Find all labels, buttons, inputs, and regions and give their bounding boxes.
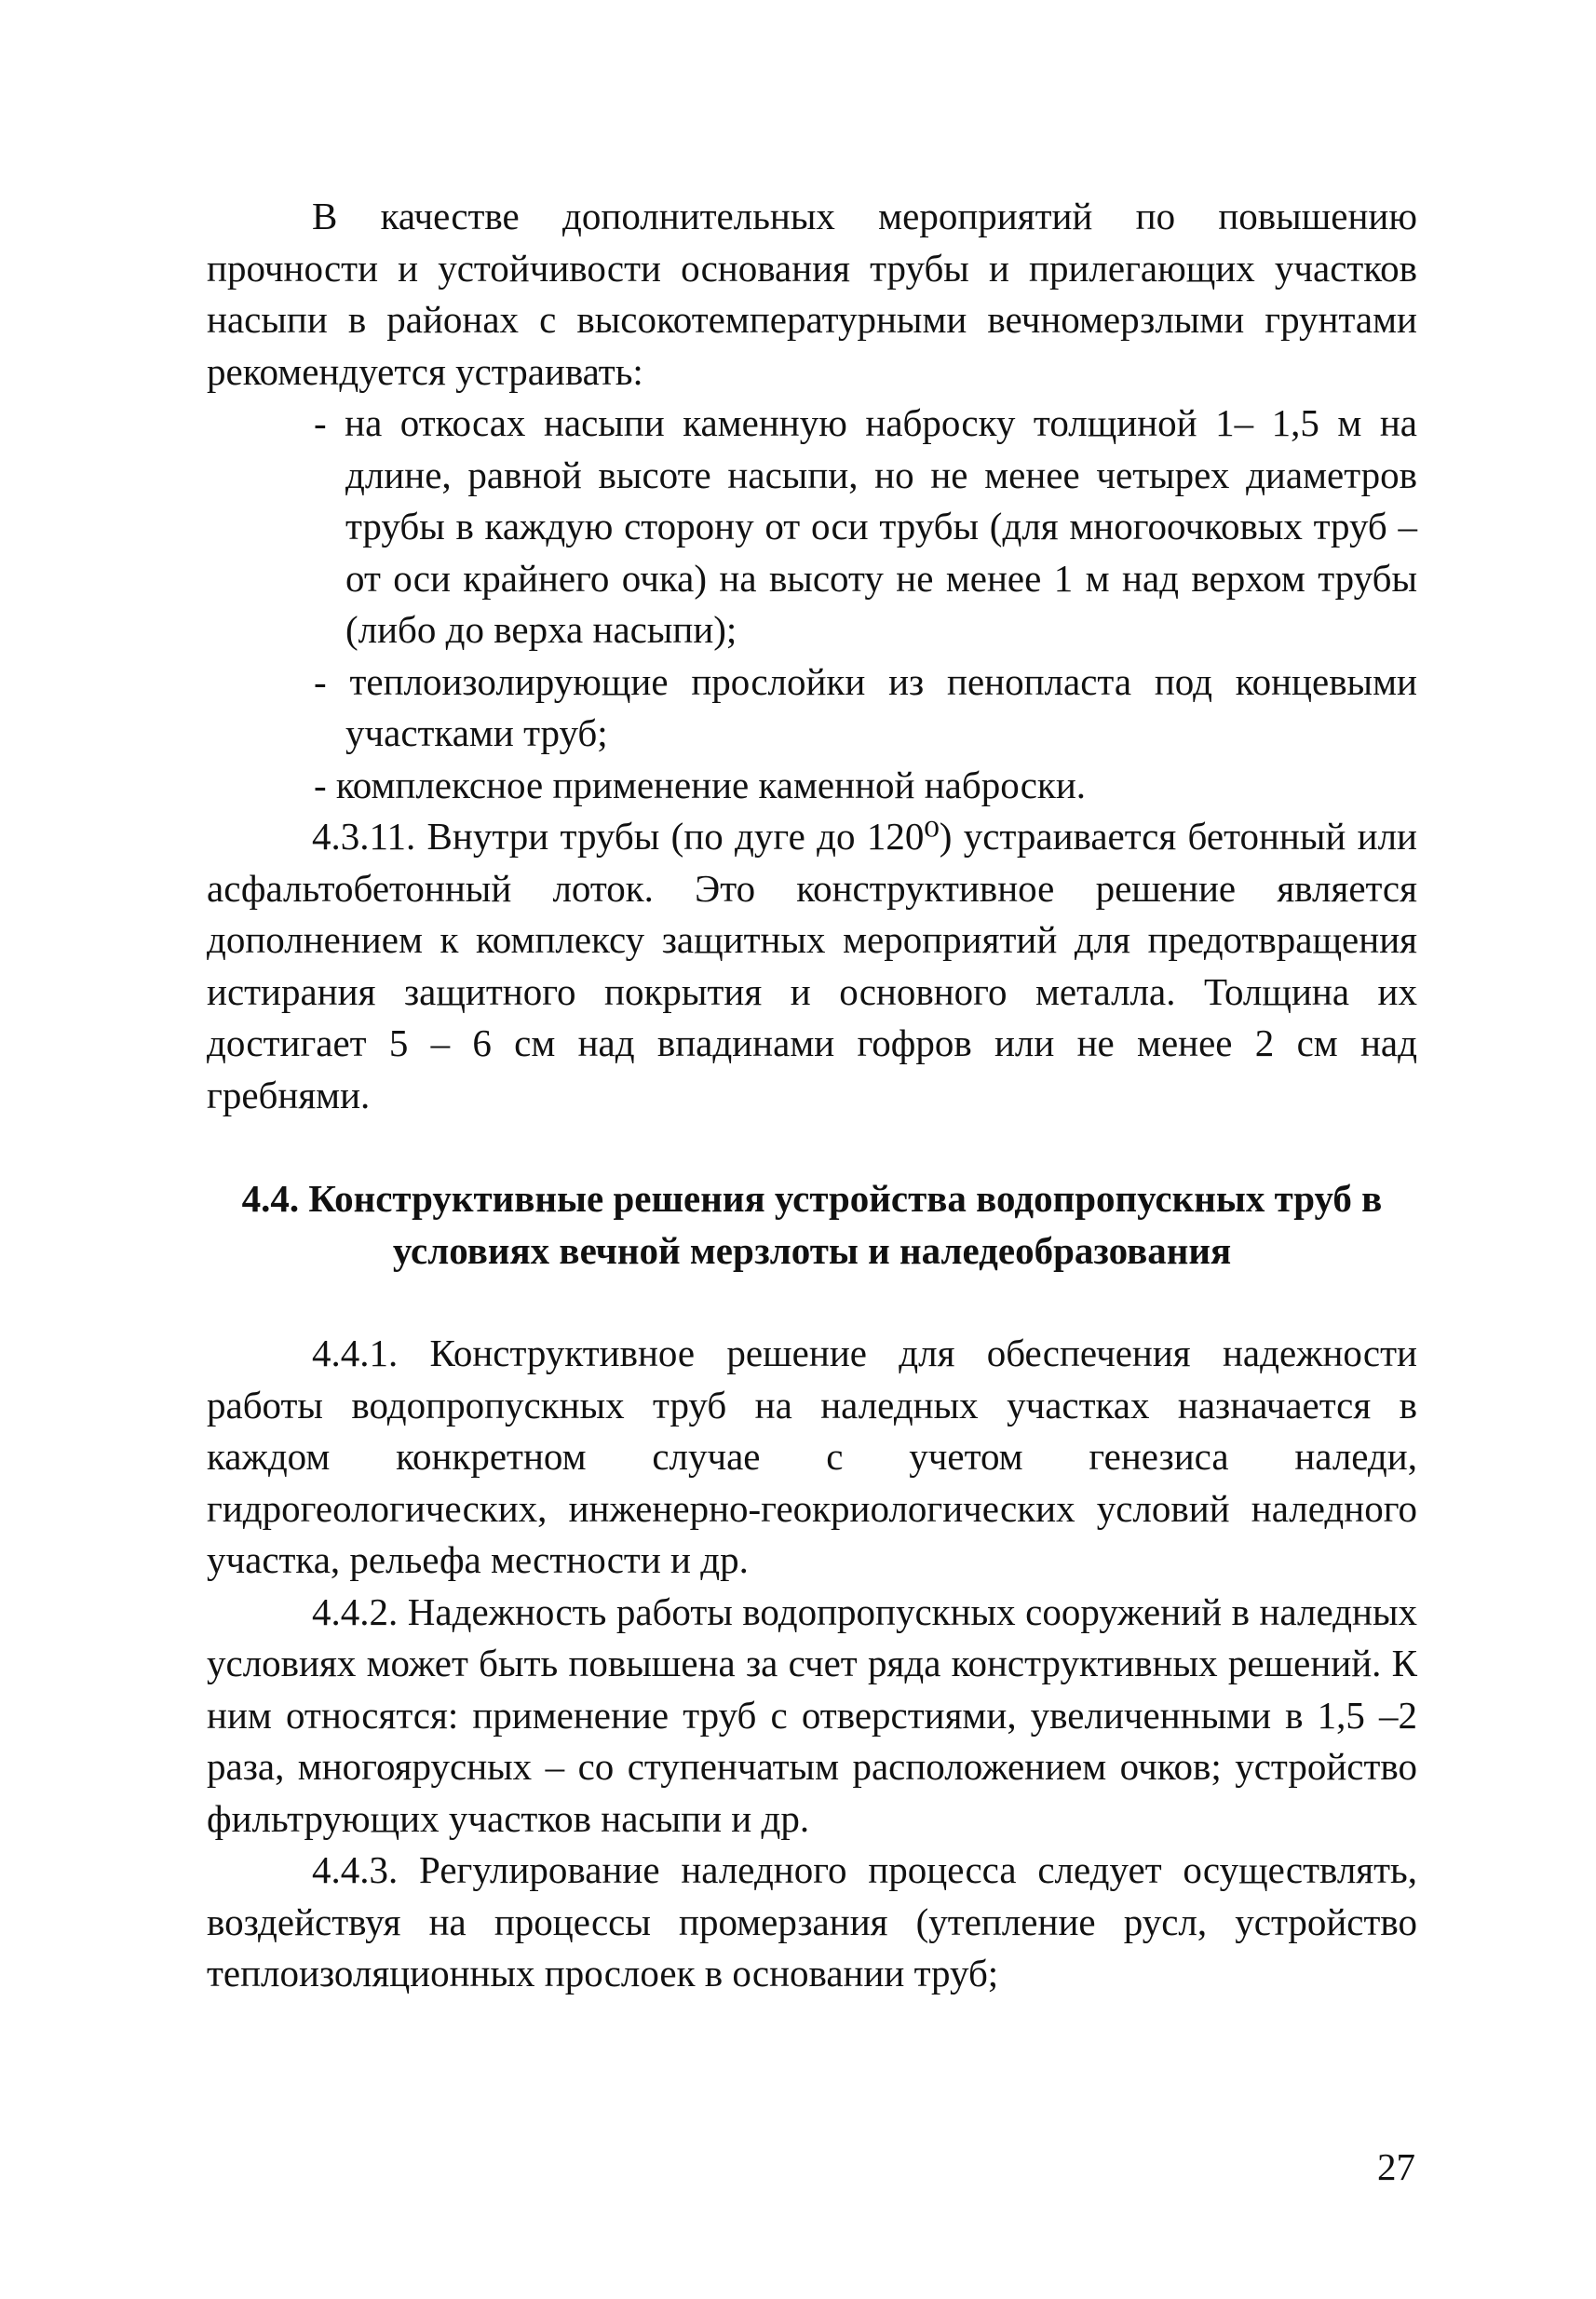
list-item: - теплоизолирующие прослойки из пенопласта под концевыми участками труб; xyxy=(314,659,1417,754)
page-number: 27 xyxy=(1377,2145,1415,2188)
paragraph-4-3-11: 4.3.11. Внутри трубы (по дуге до 120⁰) устраивается бетонный или асфальтобетонный лоток. Это конструктивное решение является дополнением к комплексу защитных мероприятий для предотвращения истирания защитного покрытия и основного металла. Толщина их достигает 5 – 6 см над впадинами гофров или не менее 2 см над гребнями. xyxy=(207,815,1417,1116)
measures-list xyxy=(207,398,1417,811)
spacer xyxy=(207,1277,1417,1328)
paragraph-4-4-2: 4.4.2. Надежность работы водопропускных сооружений в наледных условиях может быть повышена за счет ряда конструктивных решений. К ним относятся: применение труб с отверстиями, увеличенными в 1,5 –2 раза, многоярусных – со ступенчатым расположением очков; устройство фильтрующих участков насыпи и др. xyxy=(207,1589,1417,1840)
text-column xyxy=(207,191,1417,2000)
paragraph-4-4-1: 4.4.1. Конструктивное решение для обеспечения надежности работы водопропускных труб на наледных участках назначается в каждом конкретном случае с учетом генезиса наледи, гидрогеологических, инженерно-геокриологических условий наледного участка, рельефа местности и др. xyxy=(207,1332,1417,1581)
section-heading: 4.4. Конструктивные решения устройства водопропускных труб в условиях вечной мерзлоты и наледеобразования xyxy=(241,1177,1383,1272)
intro-paragraph: В качестве дополнительных мероприятий по повышению прочности и устойчивости основания трубы и прилегающих участков насыпи в районах с высокотемпературными вечномерзлыми грунтами рекомендуется устраивать: xyxy=(207,195,1417,393)
paragraph-4-4-3: 4.4.3. Регулирование наледного процесса следует осуществлять, воздействуя на процессы промерзания (утепление русл, устройство теплоизоляционных прослоек в основании труб; xyxy=(207,1848,1417,1995)
list-item: - комплексное применение каменной наброски. xyxy=(314,763,1087,806)
list-item: - на откосах насыпи каменную наброску толщиной 1– 1,5 м на длине, равной высоте насыпи, но не менее четырех диаметров трубы в каждую сторону от оси трубы (для многоочковых труб – от оси крайнего очка) на высоту не менее 1 м над верхом трубы (либо до верха насыпи); xyxy=(314,401,1417,651)
spacer xyxy=(207,1121,1417,1173)
